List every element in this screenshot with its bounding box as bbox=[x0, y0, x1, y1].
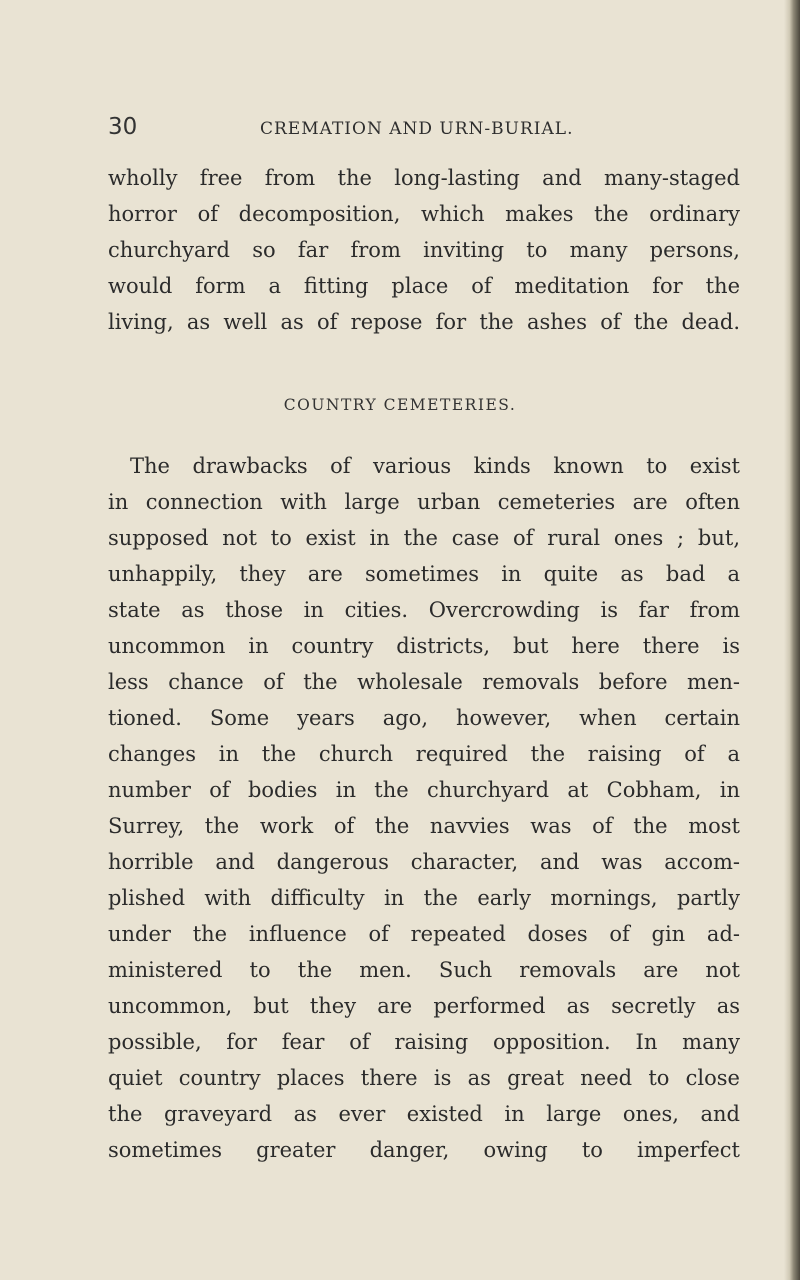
text-line: sometimes greater danger, owing to imperfect bbox=[108, 1138, 740, 1162]
text-line: horrible and dangerous character, and was accom- bbox=[108, 850, 740, 874]
paragraph-2 bbox=[108, 448, 740, 1168]
text-line: state as those in cities. Overcrowding is far from bbox=[108, 598, 740, 622]
text-line: quiet country places there is as great need to close bbox=[108, 1066, 740, 1090]
text-line: unhappily, they are sometimes in quite as bad a bbox=[108, 562, 740, 586]
text-line: living, as well as of repose for the ashes of the dead. bbox=[108, 310, 740, 334]
text-line: uncommon in country districts, but here there is bbox=[108, 634, 740, 658]
text-line: under the influence of repeated doses of gin ad- bbox=[108, 922, 740, 946]
text-line: number of bodies in the churchyard at Cobham, in bbox=[108, 778, 740, 802]
page-edge-shadow bbox=[784, 0, 800, 1280]
page-header bbox=[108, 114, 668, 144]
text-line: less chance of the wholesale removals before men- bbox=[108, 670, 740, 694]
text-line: the graveyard as ever existed in large ones, and bbox=[108, 1102, 740, 1126]
page-number: 30 bbox=[108, 114, 138, 140]
paragraph-1 bbox=[108, 160, 740, 340]
section-heading: COUNTRY CEMETERIES. bbox=[283, 396, 517, 414]
text-line: horror of decomposition, which makes the ordinary bbox=[108, 202, 740, 226]
text-line: would form a fitting place of meditation for the bbox=[108, 274, 740, 298]
text-line: supposed not to exist in the case of rural ones ; but, bbox=[108, 526, 740, 550]
text-line: plished with difficulty in the early mornings, partly bbox=[108, 886, 740, 910]
text-line: Surrey, the work of the navvies was of the most bbox=[108, 814, 740, 838]
text-line: wholly free from the long-lasting and many-staged bbox=[108, 166, 740, 190]
text-line: uncommon, but they are performed as secretly as bbox=[108, 994, 740, 1018]
text-line: changes in the church required the raising of a bbox=[108, 742, 740, 766]
text-line: ministered to the men. Such removals are not bbox=[108, 958, 740, 982]
text-line: possible, for fear of raising opposition. In many bbox=[108, 1030, 740, 1054]
text-line: in connection with large urban cemeteries are often bbox=[108, 490, 740, 514]
running-head: CREMATION AND URN-BURIAL. bbox=[260, 119, 574, 139]
text-line: The drawbacks of various kinds known to exist bbox=[130, 454, 740, 478]
text-line: churchyard so far from inviting to many persons, bbox=[108, 238, 740, 262]
text-line: tioned. Some years ago, however, when certain bbox=[108, 706, 740, 730]
